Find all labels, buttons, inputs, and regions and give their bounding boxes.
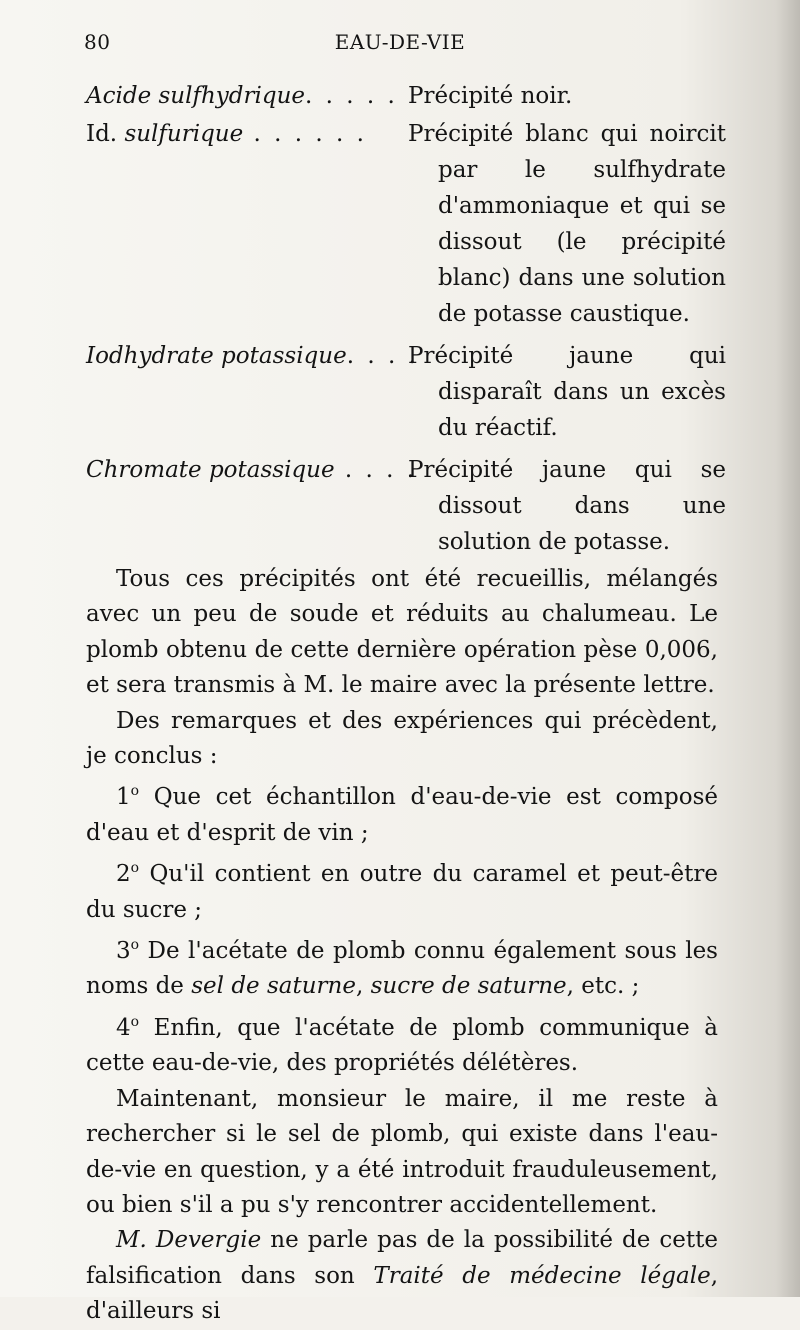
conclusion-text: Enfin, que l'acétate de plomb communique à cette eau-de-vie, des propriétés délétères. (86, 1014, 718, 1077)
paragraph-results: Tous ces précipités ont été recueillis, mélangés avec un peu de soude et réduits au chalumeau. Le plomb obtenu de cette dernière opération pèse 0,006, et sera transmis à M. le maire avec la présente lettre. (86, 566, 718, 699)
conclusion-number: 4 (116, 1014, 131, 1041)
conclusion-3 (86, 928, 718, 1005)
reagent-table (86, 78, 726, 562)
conclusion-4 (86, 1005, 718, 1082)
reagent-row (86, 78, 726, 116)
reagent-result: Précipité jaune qui se dissout dans une solution de potasse. (408, 457, 726, 555)
leader-dots: . . . . (334, 457, 418, 483)
degree-sign: o (130, 1013, 140, 1030)
conclusion-number: 1 (116, 784, 131, 811)
reagent-prefix: Id. (86, 121, 125, 147)
conclusion-text: Qu'il contient en outre du caramel et peut-être du sucre ; (86, 861, 718, 923)
reagent-result: Précipité noir. (408, 83, 573, 109)
reagent-label (86, 338, 419, 374)
reagent-label (86, 78, 406, 114)
degree-sign: o (130, 937, 140, 954)
italic-term: sel de saturne (191, 973, 356, 1000)
italic-title: Traité de médecine légale (373, 1262, 711, 1289)
conclusion-2 (86, 851, 718, 928)
degree-sign: o (130, 783, 140, 800)
running-head: EAU-DE-VIE (334, 30, 466, 54)
reagent-row (86, 338, 726, 452)
paragraph-question: Maintenant, monsieur le maire, il me reste à rechercher si le sel de plomb, qui existe dans l'eau-de-vie en question, y a été introduit frauduleusement, ou bien s'il a pu s'y rencontrer accidentellement. (86, 1085, 718, 1218)
reagent-label (86, 116, 406, 152)
reagent-name: sulfurique (124, 121, 244, 147)
reagent-result: Précipité jaune qui disparaît dans un excès du réactif. (408, 343, 726, 441)
paragraph-devergie (86, 1223, 718, 1329)
page-number: 80 (84, 30, 111, 54)
separator: , (355, 973, 371, 1000)
conclusion-text: , etc. ; (566, 973, 640, 1000)
reagent-label (86, 452, 418, 488)
body-text (86, 562, 718, 1330)
degree-sign: o (130, 860, 140, 877)
conclusion-number: 3 (116, 938, 131, 965)
paragraph-text: ne parle pas de la possibilité de cette falsification dans son (86, 1227, 718, 1289)
reagent-row (86, 452, 726, 562)
leader-dots: . . . . . . (243, 121, 367, 147)
conclusion-1 (86, 774, 718, 851)
paragraph-text: , d'ailleurs si (86, 1262, 718, 1325)
paragraph-conclusion-intro: Des remarques et des expériences qui précèdent, je conclus : (86, 707, 718, 770)
reagent-name: Chromate potassique (86, 457, 335, 483)
page-header (84, 30, 716, 64)
conclusion-text: De l'acétate de plomb connu également sous les noms de (86, 938, 718, 1000)
reagent-result: Précipité blanc qui noircit par le sulfhydrate d'ammoniaque et qui se dissout (le précipité blanc) dans une solution de potasse caustique. (408, 121, 726, 327)
reagent-name: Iodhydrate potassique (86, 343, 347, 369)
reagent-row (86, 116, 726, 338)
conclusion-number: 2 (116, 861, 131, 888)
italic-author: M. Devergie (116, 1227, 262, 1254)
reagent-name: Acide sulfhydrique (86, 83, 306, 109)
leader-dots: . . . . (346, 343, 419, 369)
conclusion-text: Que cet échantillon d'eau-de-vie est composé d'eau et d'esprit de vin ; (86, 784, 718, 846)
italic-term: sucre de saturne (370, 973, 567, 1000)
leader-dots: . . . . . (305, 83, 398, 109)
